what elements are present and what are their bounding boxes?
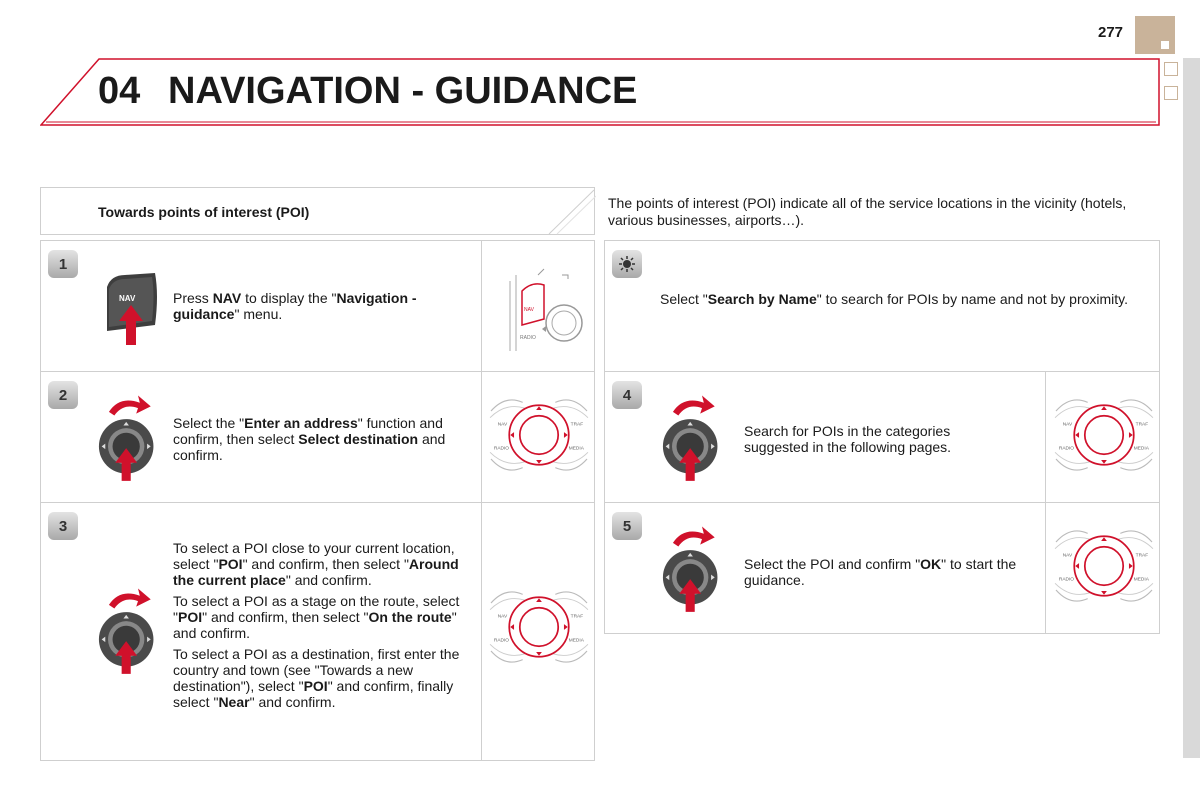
control-dial-figure — [481, 503, 596, 760]
step-number-badge: 5 — [612, 512, 642, 540]
page-number: 277 — [1098, 24, 1124, 41]
step-1-text: Press NAV to display the "Navigation - guidance" menu. — [173, 290, 417, 322]
step-2-text: Select the "Enter an address" function and confirm, then select Select destination and confirm. — [173, 415, 446, 463]
step-3-box — [40, 502, 595, 761]
step-number-badge: 4 — [612, 381, 642, 409]
svg-text:RADIO: RADIO — [520, 335, 536, 341]
control-dial-figure — [1045, 372, 1161, 502]
section-heading: Towards points of interest (POI) — [98, 204, 310, 220]
section-heading-box — [40, 187, 595, 235]
step-4-box — [604, 371, 1160, 503]
chapter-tab-box — [1164, 86, 1178, 100]
tip-text: Select "Search by Name" to search for POIs by name and not by proximity. — [660, 291, 1129, 307]
chapter-number: 04 — [98, 70, 141, 112]
chapter-title: NAVIGATION - GUIDANCE — [168, 70, 638, 112]
step-3-option-around: To select a POI close to your current location, select "POI" and confirm, then select "Around the current place" and confirm. — [173, 540, 459, 588]
control-dial-figure — [481, 372, 596, 502]
page-edge-bar — [1183, 58, 1200, 758]
step-3-text — [173, 540, 473, 715]
step-2-box — [40, 371, 595, 503]
rotary-knob-press-icon — [93, 390, 163, 490]
step-1-box — [40, 240, 595, 372]
decorative-stripes — [541, 188, 596, 236]
chapter-tab — [1135, 16, 1175, 54]
svg-text:NAV: NAV — [524, 307, 534, 313]
step-number-badge: 3 — [48, 512, 78, 540]
control-dial-figure — [1045, 503, 1161, 633]
tip-icon — [612, 250, 642, 278]
nav-button-label: NAV — [119, 294, 136, 303]
rotary-knob-press-icon — [93, 583, 163, 683]
nav-panel-figure — [481, 241, 596, 371]
step-number-badge: 1 — [48, 250, 78, 278]
step-5-text: Select the POI and confirm "OK" to start the guidance. — [744, 556, 1017, 588]
intro-text: The points of interest (POI) indicate all of the service locations in the vicinity (hotels, various businesses, airports…). — [608, 195, 1127, 228]
rotary-knob-press-icon — [657, 521, 727, 621]
step-4-text: Search for POIs in the categories suggested in the following pages. — [744, 423, 952, 455]
chapter-tab-box — [1164, 62, 1178, 76]
step-3-option-route: To select a POI as a stage on the route, select "POI" and confirm, then select "On the route" and confirm. — [173, 593, 460, 641]
step-number-badge: 2 — [48, 381, 78, 409]
rotary-knob-press-icon — [657, 390, 727, 490]
nav-button-icon — [97, 265, 167, 347]
step-5-box — [604, 502, 1160, 634]
step-3-option-near: To select a POI as a destination, first enter the country and town (see "Towards a new destination"), select "POI" and confirm, finally select "Near" and confirm. — [173, 646, 460, 710]
tip-box — [604, 240, 1160, 372]
